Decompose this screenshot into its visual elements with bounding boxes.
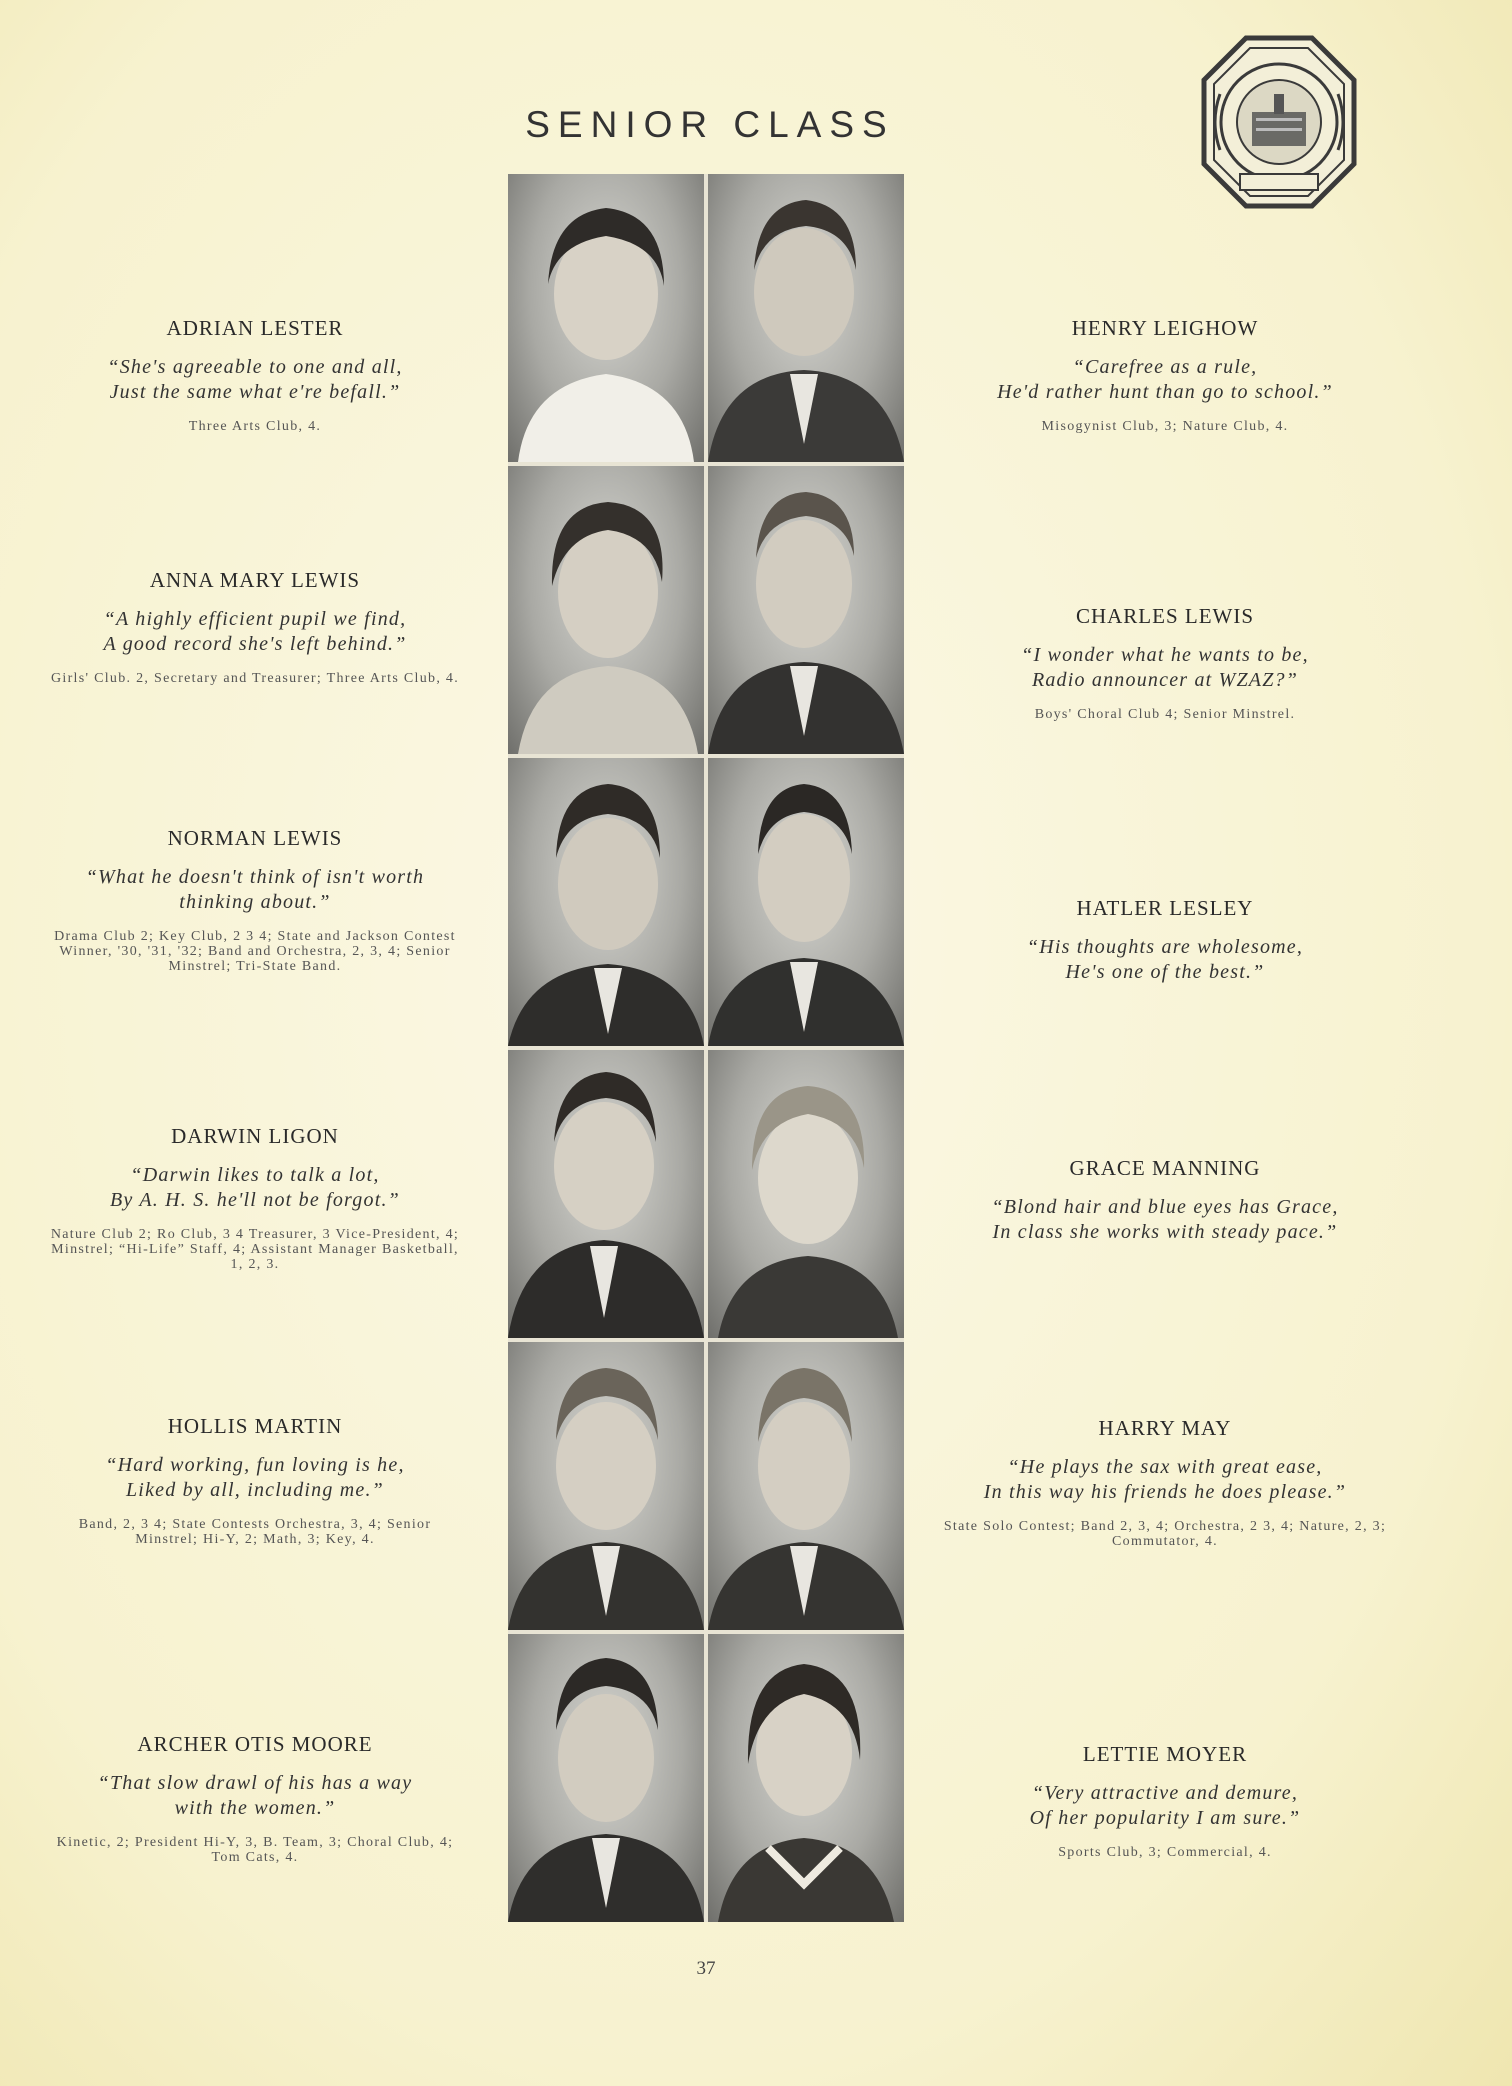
quote-line: “A highly efficient pupil we find,: [103, 608, 407, 630]
portrait-henry-leighow: [708, 174, 904, 462]
quote-line: “His thoughts are wholesome,: [1026, 936, 1304, 958]
entry-charles-lewis: [940, 604, 1390, 722]
student-name: CHARLES LEWIS: [1075, 604, 1255, 628]
portrait-charles-lewis: [708, 466, 904, 754]
entry-archer-otis-moore: [50, 1732, 460, 1865]
student-activities: State Solo Contest; Band 2, 3, 4; Orchestra, 2 3, 4; Nature, 2, 3; Commutator, 4.: [943, 1519, 1387, 1549]
quote-line: Radio announcer at WZAZ?”: [1031, 669, 1299, 691]
student-activities: Girls' Club. 2, Secretary and Treasurer; Three Arts Club, 4.: [50, 671, 460, 686]
quote-line: “What he doesn't think of isn't worth: [85, 866, 425, 888]
quote-line: thinking about.”: [179, 891, 331, 913]
seal-emblem-icon: [1200, 34, 1358, 210]
student-activities: Kinetic, 2; President Hi-Y, 3, B. Team, 3; Choral Club, 4; Tom Cats, 4.: [56, 1835, 454, 1865]
student-quote: [50, 355, 460, 405]
entry-hatler-lesley: [940, 896, 1390, 999]
entry-anna-mary-lewis: [50, 568, 460, 686]
entry-harry-may: [940, 1416, 1390, 1549]
school-seal: [1200, 34, 1358, 210]
student-name: ANNA MARY LEWIS: [149, 568, 361, 592]
quote-line: Of her popularity I am sure.”: [1029, 1807, 1301, 1829]
quote-line: In this way his friends he does please.”: [983, 1481, 1347, 1503]
portrait-adrian-lester: [508, 174, 704, 462]
quote-line: A good record she's left behind.”: [103, 633, 407, 655]
page-number: 37: [696, 1958, 716, 1979]
student-name: GRACE MANNING: [1069, 1156, 1261, 1180]
student-activities: Boys' Choral Club 4; Senior Minstrel.: [1034, 707, 1296, 722]
entry-grace-manning: [940, 1156, 1390, 1259]
student-name: ADRIAN LESTER: [166, 316, 344, 340]
student-quote: [940, 1455, 1390, 1505]
entry-norman-lewis: [50, 826, 460, 974]
student-activities: Misogynist Club, 3; Nature Club, 4.: [1041, 419, 1289, 434]
quote-line: “She's agreeable to one and all,: [107, 356, 403, 378]
quote-line: “Very attractive and demure,: [1031, 1782, 1299, 1804]
portrait-hatler-lesley: [708, 758, 904, 1046]
student-quote: [940, 643, 1390, 693]
quote-line: He's one of the best.”: [1065, 961, 1265, 983]
quote-line: By A. H. S. he'll not be forgot.”: [110, 1189, 400, 1211]
entry-darwin-ligon: [50, 1124, 460, 1272]
portrait-darwin-ligon: [508, 1050, 704, 1338]
student-activities: Three Arts Club, 4.: [188, 419, 322, 434]
student-activities: Drama Club 2; Key Club, 2 3 4; State and Jackson Contest Winner, '30, '31, '32; Band and Orchestra, 2, 3, 4; Senior Minstrel; Tri-State Band.: [54, 929, 456, 974]
portrait-grace-manning: [708, 1050, 904, 1338]
quote-line: “He plays the sax with great ease,: [1007, 1456, 1323, 1478]
quote-line: He'd rather hunt than go to school.”: [997, 381, 1333, 403]
quote-line: “Blond hair and blue eyes has Grace,: [991, 1196, 1339, 1218]
student-quote: [50, 865, 460, 915]
student-quote: [50, 1453, 460, 1503]
quote-line: “Carefree as a rule,: [1072, 356, 1258, 378]
student-name: NORMAN LEWIS: [167, 826, 343, 850]
student-quote: [940, 1781, 1390, 1831]
student-name: HENRY LEIGHOW: [1071, 316, 1259, 340]
portrait-archer-otis-moore: [508, 1634, 704, 1922]
student-activities: Band, 2, 3 4; State Contests Orchestra, 3, 4; Senior Minstrel; Hi-Y, 2; Math, 3; Key, 4.: [78, 1517, 432, 1547]
student-name: HATLER LESLEY: [1076, 896, 1254, 920]
quote-line: “I wonder what he wants to be,: [1021, 644, 1309, 666]
student-name: HOLLIS MARTIN: [167, 1414, 343, 1438]
page-title: SENIOR CLASS: [525, 104, 895, 145]
quote-line: with the women.”: [174, 1797, 336, 1819]
student-name: LETTIE MOYER: [1082, 1742, 1248, 1766]
student-quote: [50, 607, 460, 657]
student-quote: [50, 1771, 460, 1821]
student-quote: [940, 1195, 1390, 1245]
quote-line: “Darwin likes to talk a lot,: [130, 1164, 380, 1186]
portrait-harry-may: [708, 1342, 904, 1630]
portrait-lettie-moyer: [708, 1634, 904, 1922]
portrait-anna-mary-lewis: [508, 466, 704, 754]
entry-hollis-martin: [50, 1414, 460, 1547]
quote-line: “Hard working, fun loving is he,: [105, 1454, 405, 1476]
quote-line: “That slow drawl of his has a way: [97, 1772, 413, 1794]
student-activities: Sports Club, 3; Commercial, 4.: [1058, 1845, 1272, 1860]
student-quote: [940, 355, 1390, 405]
quote-line: In class she works with steady pace.”: [992, 1221, 1338, 1243]
student-name: HARRY MAY: [1098, 1416, 1232, 1440]
quote-line: Liked by all, including me.”: [125, 1479, 384, 1501]
quote-line: Just the same what e're befall.”: [109, 381, 401, 403]
entry-lettie-moyer: [940, 1742, 1390, 1860]
student-quote: [940, 935, 1390, 985]
student-quote: [50, 1163, 460, 1213]
entry-henry-leighow: [940, 316, 1390, 434]
portrait-grid: [508, 174, 904, 1922]
portrait-norman-lewis: [508, 758, 704, 1046]
entry-adrian-lester: [50, 316, 460, 434]
student-activities: Nature Club 2; Ro Club, 3 4 Treasurer, 3 Vice-President, 4; Minstrel; “Hi-Life” Staff, 4; Assistant Manager Basketball, 1, 2, 3.: [50, 1227, 460, 1272]
portrait-hollis-martin: [508, 1342, 704, 1630]
student-name: DARWIN LIGON: [171, 1124, 339, 1148]
student-name: ARCHER OTIS MOORE: [137, 1732, 373, 1756]
